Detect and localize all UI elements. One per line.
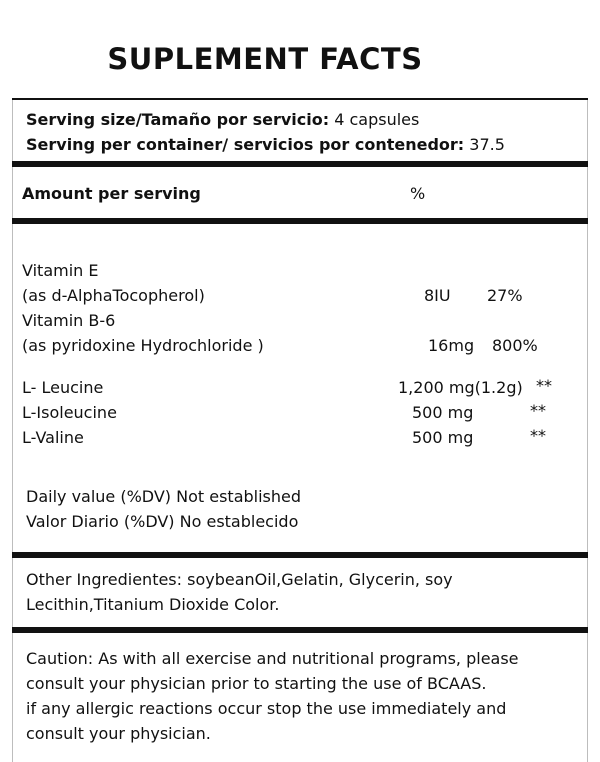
- amino-acid-daily-value: **: [530, 426, 546, 445]
- percent-header: %: [410, 184, 426, 203]
- amino-acid-daily-value: **: [530, 401, 546, 420]
- serving-per-container-row: [26, 135, 505, 155]
- serving-per-container-label: Serving per container/ servicios por contenedor:: [26, 135, 465, 154]
- page-title: SUPLEMENT FACTS: [107, 42, 423, 76]
- amino-acid-daily-value: **: [536, 376, 552, 395]
- nutrient-source: (as pyridoxine Hydrochloride ): [22, 336, 264, 355]
- daily-value-note: Daily value (%DV) Not established: [26, 487, 302, 506]
- caution-line: consult your physician prior to starting the use of BCAAS.: [26, 674, 487, 693]
- nutrient-name: Vitamin B-6: [22, 311, 116, 330]
- caution-line: if any allergic reactions occur stop the use immediately and: [26, 699, 507, 718]
- amount-per-serving-header: Amount per serving: [22, 184, 201, 203]
- caution-line: consult your physician.: [26, 724, 211, 743]
- divider-before-caution: [12, 627, 588, 633]
- divider-after-serving: [12, 161, 588, 167]
- divider-top: [12, 98, 588, 100]
- nutrient-name: Vitamin E: [22, 261, 99, 280]
- divider-after-header: [12, 218, 588, 224]
- panel-right-border: [587, 100, 588, 762]
- daily-value-note: Valor Diario (%DV) No establecido: [26, 512, 299, 531]
- nutrient-daily-value: 800%: [492, 336, 538, 355]
- amino-acid-amount: 500 mg: [412, 403, 474, 422]
- nutrient-daily-value: 27%: [487, 286, 523, 305]
- other-ingredients-line: Lecithin,Titanium Dioxide Color.: [26, 595, 280, 614]
- caution-line: Caution: As with all exercise and nutritional programs, please: [26, 649, 519, 668]
- panel-left-border: [12, 100, 13, 762]
- other-ingredients-line: Other Ingredientes: soybeanOil,Gelatin, Glycerin, soy: [26, 570, 453, 589]
- divider-before-ingredients: [12, 552, 588, 558]
- amino-acid-name: L- Leucine: [22, 378, 104, 397]
- amino-acid-name: L-Isoleucine: [22, 403, 117, 422]
- nutrient-source: (as d-AlphaTocopherol): [22, 286, 205, 305]
- amino-acid-amount: 1,200 mg(1.2g): [398, 378, 523, 397]
- nutrient-amount: 8IU: [424, 286, 451, 305]
- serving-size-label: Serving size/Tamaño por servicio:: [26, 110, 330, 129]
- serving-per-container-value: 37.5: [464, 135, 505, 154]
- nutrient-amount: 16mg: [428, 336, 475, 355]
- serving-size-row: [26, 110, 419, 130]
- amino-acid-amount: 500 mg: [412, 428, 474, 447]
- serving-size-value: 4 capsules: [329, 110, 420, 129]
- amino-acid-name: L-Valine: [22, 428, 84, 447]
